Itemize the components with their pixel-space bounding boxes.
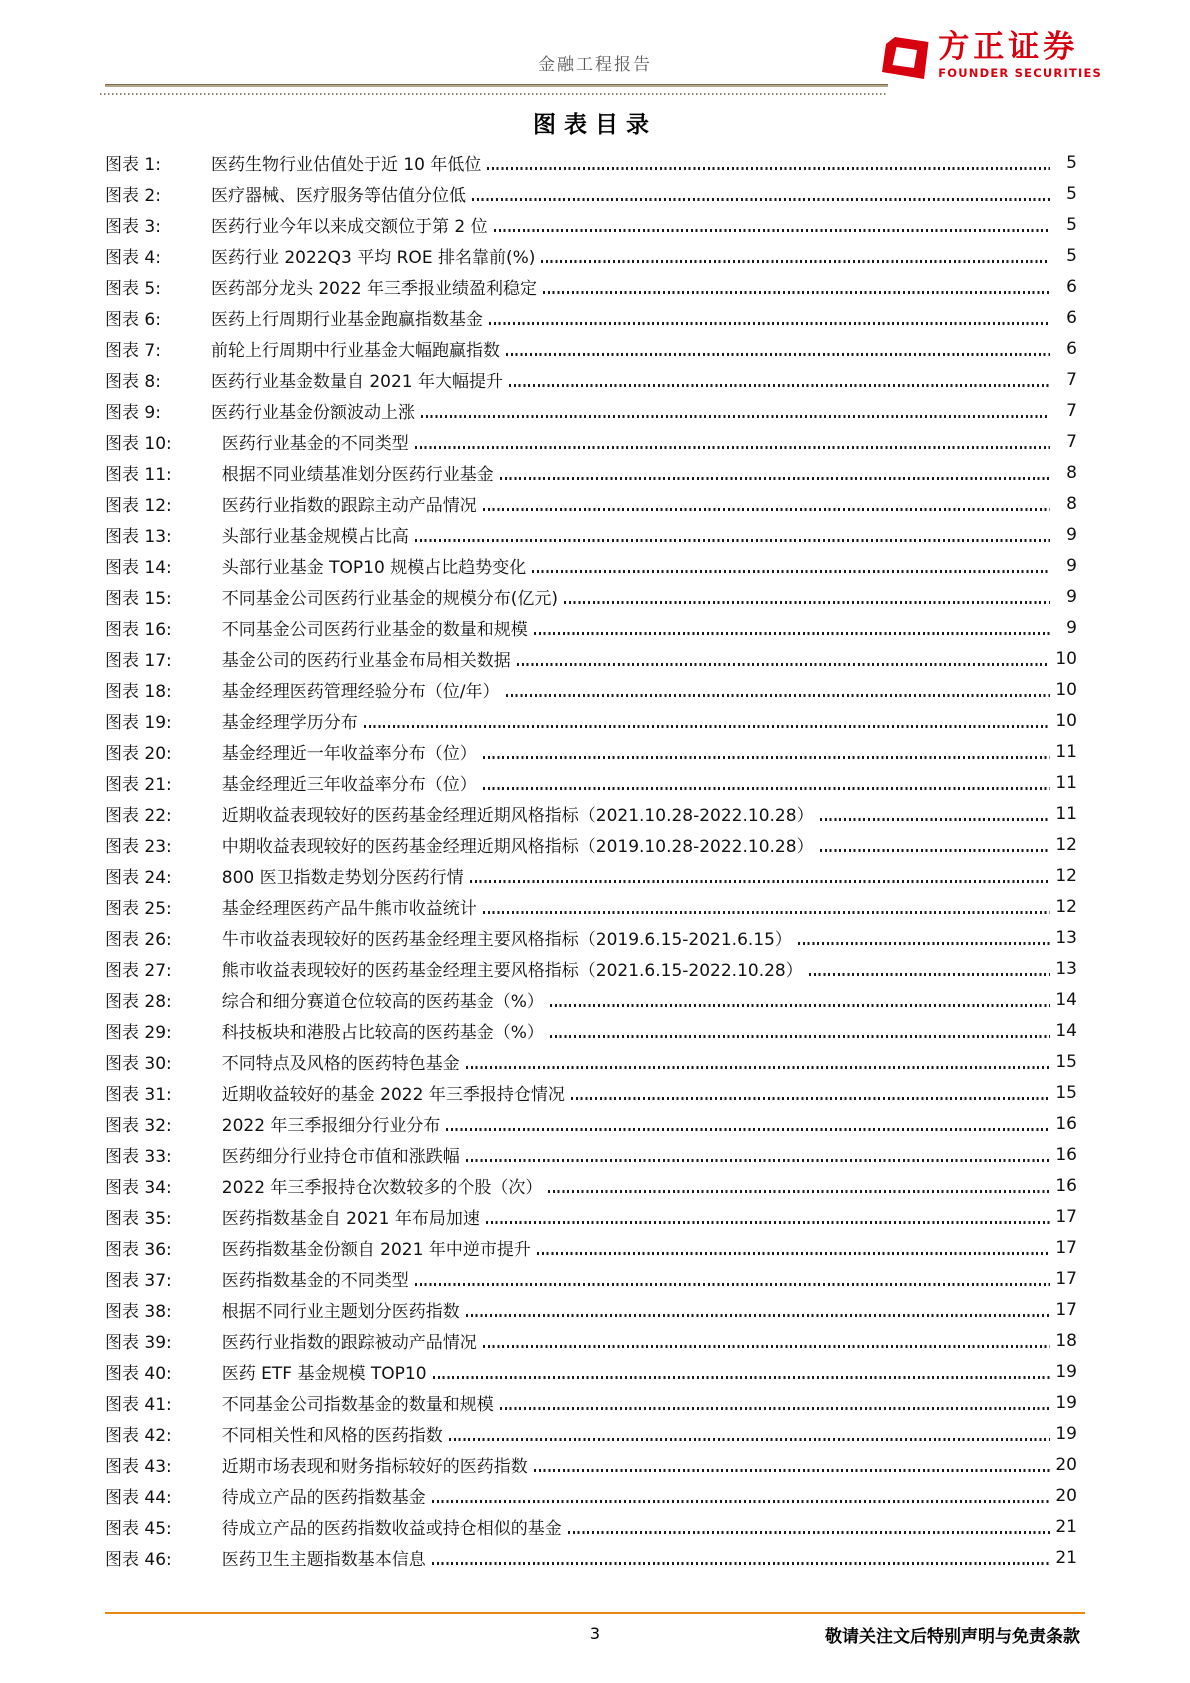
toc-entry[interactable]: [105, 798, 1077, 829]
toc-entry[interactable]: [105, 1511, 1077, 1542]
toc-leader-dots: [820, 818, 1050, 820]
toc-leader-dots: [483, 787, 1050, 789]
toc-entry[interactable]: [105, 891, 1077, 922]
toc-entry-page: 12: [1055, 896, 1077, 917]
toc-entry[interactable]: [105, 674, 1077, 705]
toc-entry-label: 图表 42:: [105, 1426, 172, 1446]
toc-entry-page: 19: [1055, 1423, 1077, 1444]
toc-entry-label: 图表 44:: [105, 1488, 172, 1508]
toc-entry-label: 图表 30:: [105, 1054, 172, 1074]
toc-entry-title: 医药行业基金数量自 2021 年大幅提升: [210, 372, 504, 392]
toc-entry-label: 图表 2:: [105, 186, 161, 206]
toc-entry-page: 13: [1055, 927, 1077, 948]
toc-entry[interactable]: [105, 364, 1077, 395]
toc-entry[interactable]: [105, 426, 1077, 457]
toc-entry-label: 图表 26:: [105, 930, 172, 950]
toc-entry-label: 图表 12:: [105, 496, 172, 516]
toc-entry[interactable]: [105, 1542, 1077, 1573]
toc-entry-page: 14: [1055, 989, 1077, 1010]
toc-entry-title: 不同基金公司指数基金的数量和规模: [221, 1395, 494, 1415]
toc-entry-page: 5: [1066, 183, 1077, 204]
toc-entry-label: 图表 19:: [105, 713, 172, 733]
toc-leader-dots: [534, 632, 1050, 634]
founder-logo-icon: [880, 32, 930, 90]
toc-entry-title: 基金经理学历分布: [221, 713, 358, 733]
toc-leader-dots: [798, 942, 1050, 944]
toc-leader-dots: [466, 1066, 1050, 1068]
toc-entry-title: 近期收益较好的基金 2022 年三季报持仓情况: [221, 1085, 565, 1105]
toc-entry-label: 图表 43:: [105, 1457, 172, 1477]
toc-entry[interactable]: [105, 1232, 1077, 1263]
toc-leader-dots: [415, 1283, 1050, 1285]
toc-entry-page: 17: [1055, 1299, 1077, 1320]
toc-entry-page: 16: [1055, 1144, 1077, 1165]
toc-entry-label: 图表 14:: [105, 558, 172, 578]
toc-entry-title: 头部行业基金 TOP10 规模占比趋势变化: [221, 558, 527, 578]
toc-entry-title: 中期收益表现较好的医药基金经理近期风格指标（2019.10.28-2022.10.28）: [221, 837, 814, 857]
toc-entry-title: 2022 年三季报细分行业分布: [221, 1116, 441, 1136]
toc-entry[interactable]: [105, 1325, 1077, 1356]
brand-logo-text: [938, 29, 1102, 80]
toc-entry-page: 12: [1055, 834, 1077, 855]
toc-entry-title: 2022 年三季报持仓次数较多的个股（次）: [221, 1178, 543, 1198]
toc-entry[interactable]: [105, 1077, 1077, 1108]
toc-entry-page: 13: [1055, 958, 1077, 979]
toc-entry[interactable]: [105, 1356, 1077, 1387]
toc-entry-label: 图表 6:: [105, 310, 161, 330]
toc-leader-dots: [509, 384, 1050, 386]
footer-rule: [105, 1612, 1085, 1614]
toc-entry-page: 11: [1055, 772, 1077, 793]
toc-entry[interactable]: [105, 302, 1077, 333]
toc-leader-dots: [472, 198, 1050, 200]
toc-entry-page: 16: [1055, 1113, 1077, 1134]
toc-entry[interactable]: [105, 1294, 1077, 1325]
toc-entry-page: 9: [1066, 617, 1077, 638]
brand-name-cn: 方正证券: [938, 29, 1079, 65]
toc-entry[interactable]: [105, 736, 1077, 767]
toc-entry-page: 9: [1066, 524, 1077, 545]
toc-entry-page: 7: [1066, 400, 1077, 421]
toc-entry-page: 5: [1066, 245, 1077, 266]
toc-entry-label: 图表 38:: [105, 1302, 172, 1322]
toc-entry-title: 熊市收益表现较好的医药基金经理主要风格指标（2021.6.15-2022.10.28）: [221, 961, 803, 981]
toc-entry[interactable]: [105, 1108, 1077, 1139]
toc-entry-title: 不同基金公司医药行业基金的数量和规模: [221, 620, 528, 640]
toc-entry-label: 图表 45:: [105, 1519, 172, 1539]
toc-entry-label: 图表 22:: [105, 806, 172, 826]
toc-entry-page: 6: [1066, 338, 1077, 359]
toc-leader-dots: [487, 167, 1050, 169]
toc-entry-label: 图表 3:: [105, 217, 161, 237]
toc-leader-dots: [466, 1314, 1050, 1316]
toc-entry-label: 图表 8:: [105, 372, 161, 392]
toc-entry-page: 5: [1066, 152, 1077, 173]
report-type-label: 金融工程报告: [538, 55, 652, 75]
toc-leader-dots: [500, 1407, 1050, 1409]
toc-entry-page: 18: [1055, 1330, 1077, 1351]
toc-entry-title: 基金公司的医药行业基金布局相关数据: [221, 651, 511, 671]
toc-entry-page: 11: [1055, 803, 1077, 824]
toc-entry-page: 21: [1055, 1516, 1077, 1537]
toc-entry-label: 图表 33:: [105, 1147, 172, 1167]
toc-entry-title: 不同相关性和风格的医药指数: [221, 1426, 443, 1446]
toc-entry[interactable]: [105, 1139, 1077, 1170]
toc-entry-label: 图表 40:: [105, 1364, 172, 1384]
toc-leader-dots: [432, 1562, 1050, 1564]
toc-entry[interactable]: [105, 767, 1077, 798]
toc-entry-page: 10: [1055, 679, 1077, 700]
toc-leader-dots: [446, 1128, 1050, 1130]
toc-entry-title: 医药细分行业持仓市值和涨跌幅: [221, 1147, 460, 1167]
toc-entry-title: 医药行业基金的不同类型: [221, 434, 409, 454]
toc-entry-label: 图表 13:: [105, 527, 172, 547]
toc-leader-dots: [534, 1469, 1050, 1471]
toc-leader-dots: [421, 415, 1050, 417]
toc-entry-page: 16: [1055, 1175, 1077, 1196]
toc-entry-page: 9: [1066, 555, 1077, 576]
toc-entry[interactable]: [105, 953, 1077, 984]
toc-entry[interactable]: [105, 922, 1077, 953]
toc-entry-title: 不同基金公司医药行业基金的规模分布(亿元): [221, 589, 559, 609]
toc-entry-title: 医药 ETF 基金规模 TOP10: [221, 1364, 427, 1384]
toc-entry-label: 图表 31:: [105, 1085, 172, 1105]
toc-leader-dots: [415, 539, 1050, 541]
toc-entry-page: 21: [1055, 1547, 1077, 1568]
toc-entry-title: 科技板块和港股占比较高的医药基金（%）: [221, 1023, 544, 1043]
toc-entry[interactable]: [105, 705, 1077, 736]
toc-entry-page: 6: [1066, 276, 1077, 297]
toc-entry-label: 图表 10:: [105, 434, 172, 454]
toc-entry[interactable]: [105, 1449, 1077, 1480]
toc-entry-title: 近期收益表现较好的医药基金经理近期风格指标（2021.10.28-2022.10.28）: [221, 806, 814, 826]
page-number: 3: [589, 1624, 601, 1643]
toc-leader-dots: [568, 1531, 1050, 1533]
toc-entry-title: 根据不同行业主题划分医药指数: [221, 1302, 460, 1322]
toc-leader-dots: [500, 477, 1050, 479]
toc-entry-label: 图表 37:: [105, 1271, 172, 1291]
toc-entry-page: 5: [1066, 214, 1077, 235]
toc-entry-title: 根据不同业绩基准划分医药行业基金: [221, 465, 494, 485]
toc-entry[interactable]: [105, 1201, 1077, 1232]
toc-entry[interactable]: [105, 209, 1077, 240]
toc-leader-dots: [543, 291, 1050, 293]
toc-entry-page: 6: [1066, 307, 1077, 328]
brand-name-en: FOUNDER SECURITIES: [938, 66, 1102, 80]
toc-entry-label: 图表 15:: [105, 589, 172, 609]
toc-entry[interactable]: [105, 1015, 1077, 1046]
toc-entry[interactable]: [105, 333, 1077, 364]
toc-leader-dots: [571, 1097, 1050, 1099]
toc-leader-dots: [483, 1345, 1050, 1347]
toc-entry[interactable]: [105, 178, 1077, 209]
toc-entry-page: 10: [1055, 710, 1077, 731]
toc-leader-dots: [809, 973, 1050, 975]
toc-entry[interactable]: [105, 271, 1077, 302]
toc-entry-page: 17: [1055, 1268, 1077, 1289]
toc-leader-dots: [550, 1035, 1050, 1037]
toc-entry-title: 基金经理医药管理经验分布（位/年）: [221, 682, 500, 702]
toc-leader-dots: [483, 508, 1050, 510]
toc-entry-label: 图表 16:: [105, 620, 172, 640]
toc-entry[interactable]: [105, 829, 1077, 860]
toc-entry-title: 基金经理近一年收益率分布（位）: [221, 744, 477, 764]
toc-entry-label: 图表 36:: [105, 1240, 172, 1260]
toc-entry-page: 9: [1066, 586, 1077, 607]
toc-entry-page: 17: [1055, 1237, 1077, 1258]
toc-entry-label: 图表 39:: [105, 1333, 172, 1353]
toc-entry-label: 图表 5:: [105, 279, 161, 299]
toc-leader-dots: [506, 694, 1051, 696]
toc-entry[interactable]: [105, 457, 1077, 488]
toc-entry-page: 19: [1055, 1361, 1077, 1382]
toc-entry-label: 图表 35:: [105, 1209, 172, 1229]
toc-entry[interactable]: [105, 1387, 1077, 1418]
footer-disclaimer: 敬请关注文后特别声明与免责条款: [825, 1627, 1080, 1647]
toc-leader-dots: [483, 911, 1050, 913]
toc-entry-page: 7: [1066, 431, 1077, 452]
toc-entry-title: 医药卫生主题指数基本信息: [221, 1550, 426, 1570]
toc-entry[interactable]: [105, 147, 1077, 178]
toc-leader-dots: [364, 725, 1050, 727]
toc-entry[interactable]: [105, 1046, 1077, 1077]
toc-entry-page: 17: [1055, 1206, 1077, 1227]
toc-entry-label: 图表 11:: [105, 465, 172, 485]
toc-entry-label: 图表 1:: [105, 155, 161, 175]
toc-leader-dots: [532, 570, 1050, 572]
toc-leader-dots: [564, 601, 1050, 603]
toc-leader-dots: [449, 1438, 1050, 1440]
toc-leader-dots: [486, 1221, 1050, 1223]
toc-entry-title: 综合和细分赛道仓位较高的医药基金（%）: [221, 992, 544, 1012]
toc-entry-title: 医药指数基金份额自 2021 年中逆市提升: [221, 1240, 531, 1260]
toc-leader-dots: [483, 756, 1050, 758]
toc-entry-page: 8: [1066, 493, 1077, 514]
toc-entry-title: 医药行业指数的跟踪被动产品情况: [221, 1333, 477, 1353]
toc-entry-title: 医药指数基金的不同类型: [221, 1271, 409, 1291]
toc-entry[interactable]: [105, 519, 1077, 550]
toc-entry-title: 医药行业今年以来成交额位于第 2 位: [210, 217, 488, 237]
toc-entry-title: 医疗器械、医疗服务等估值分位低: [210, 186, 466, 206]
toc-entry[interactable]: [105, 1263, 1077, 1294]
toc-leader-dots: [541, 260, 1050, 262]
toc-entry-title: 基金经理近三年收益率分布（位）: [221, 775, 477, 795]
toc-entry-page: 15: [1055, 1082, 1077, 1103]
toc-entry-label: 图表 34:: [105, 1178, 172, 1198]
toc-leader-dots: [494, 229, 1050, 231]
toc-entry-page: 20: [1055, 1485, 1077, 1506]
toc-leader-dots: [537, 1252, 1050, 1254]
toc-entry[interactable]: [105, 240, 1077, 271]
toc-entry-page: 19: [1055, 1392, 1077, 1413]
toc-entry-title: 不同特点及风格的医药特色基金: [221, 1054, 460, 1074]
toc-entry-title: 800 医卫指数走势划分医药行情: [221, 868, 464, 888]
toc-entry-page: 8: [1066, 462, 1077, 483]
toc-entry[interactable]: [105, 984, 1077, 1015]
toc-entry-title: 医药行业基金份额波动上涨: [210, 403, 415, 423]
toc-leader-dots: [489, 322, 1050, 324]
toc-entry-page: 12: [1055, 865, 1077, 886]
toc-entry-title: 头部行业基金规模占比高: [221, 527, 409, 547]
toc-entry[interactable]: [105, 581, 1077, 612]
toc-entry-page: 15: [1055, 1051, 1077, 1072]
toc-title: 图表目录: [533, 112, 657, 138]
toc-entry-title: 医药指数基金自 2021 年布局加速: [221, 1209, 480, 1229]
brand-logo: [880, 29, 1102, 90]
toc-leader-dots: [820, 849, 1050, 851]
toc-entry-label: 图表 29:: [105, 1023, 172, 1043]
toc-leader-dots: [432, 1500, 1050, 1502]
toc-leader-dots: [470, 880, 1050, 882]
toc-entry[interactable]: [105, 1418, 1077, 1449]
toc-entry-label: 图表 7:: [105, 341, 161, 361]
toc-entry[interactable]: [105, 488, 1077, 519]
toc-leader-dots: [466, 1159, 1050, 1161]
toc-entry-title: 医药上行周期行业基金跑赢指数基金: [210, 310, 483, 330]
toc-entry-title: 医药生物行业估值处于近 10 年低位: [210, 155, 482, 175]
toc-entry-label: 图表 23:: [105, 837, 172, 857]
toc-entry[interactable]: [105, 1170, 1077, 1201]
toc-entry-title: 医药行业 2022Q3 平均 ROE 排名靠前(%): [210, 248, 536, 268]
toc-entry-label: 图表 21:: [105, 775, 172, 795]
toc-entry-label: 图表 20:: [105, 744, 172, 764]
toc-entry-page: 11: [1055, 741, 1077, 762]
toc-entry-title: 基金经理医药产品牛熊市收益统计: [221, 899, 477, 919]
toc-entry-label: 图表 28:: [105, 992, 172, 1012]
toc-entry-title: 待成立产品的医药指数收益或持仓相似的基金: [221, 1519, 562, 1539]
toc-leader-dots: [506, 353, 1050, 355]
toc-entry-title: 医药部分龙头 2022 年三季报业绩盈利稳定: [210, 279, 538, 299]
toc-leader-dots: [548, 1190, 1050, 1192]
toc-entry[interactable]: [105, 395, 1077, 426]
toc-leader-dots: [415, 446, 1050, 448]
toc-entry-label: 图表 4:: [105, 248, 161, 268]
toc-entry-page: 14: [1055, 1020, 1077, 1041]
toc-entry-page: 7: [1066, 369, 1077, 390]
toc-entry[interactable]: [105, 612, 1077, 643]
toc-entry-label: 图表 46:: [105, 1550, 172, 1570]
toc-entry-title: 前轮上行周期中行业基金大幅跑赢指数: [210, 341, 500, 361]
toc-entry-label: 图表 32:: [105, 1116, 172, 1136]
header-rule: [105, 84, 888, 87]
toc-entry[interactable]: [105, 643, 1077, 674]
toc-entry-page: 20: [1055, 1454, 1077, 1475]
toc-leader-dots: [517, 663, 1050, 665]
toc-entry-label: 图表 24:: [105, 868, 172, 888]
toc-entry-label: 图表 17:: [105, 651, 172, 671]
toc-leader-dots: [550, 1004, 1050, 1006]
toc-entry-label: 图表 41:: [105, 1395, 172, 1415]
toc-entry-title: 近期市场表现和财务指标较好的医药指数: [221, 1457, 528, 1477]
toc-entry-title: 医药行业指数的跟踪主动产品情况: [221, 496, 477, 516]
toc-entry[interactable]: [105, 1480, 1077, 1511]
toc-entry-page: 10: [1055, 648, 1077, 669]
toc-entry[interactable]: [105, 860, 1077, 891]
header-dotted-rule: [100, 93, 888, 95]
toc-entry[interactable]: [105, 550, 1077, 581]
toc-entry-title: 待成立产品的医药指数基金: [221, 1488, 426, 1508]
toc-entry-label: 图表 27:: [105, 961, 172, 981]
toc-entry-title: 牛市收益表现较好的医药基金经理主要风格指标（2019.6.15-2021.6.15）: [221, 930, 792, 950]
toc-entry-label: 图表 9:: [105, 403, 161, 423]
toc-leader-dots: [433, 1376, 1050, 1378]
toc-entry-label: 图表 18:: [105, 682, 172, 702]
toc-list: [105, 147, 1077, 1573]
toc-entry-label: 图表 25:: [105, 899, 172, 919]
